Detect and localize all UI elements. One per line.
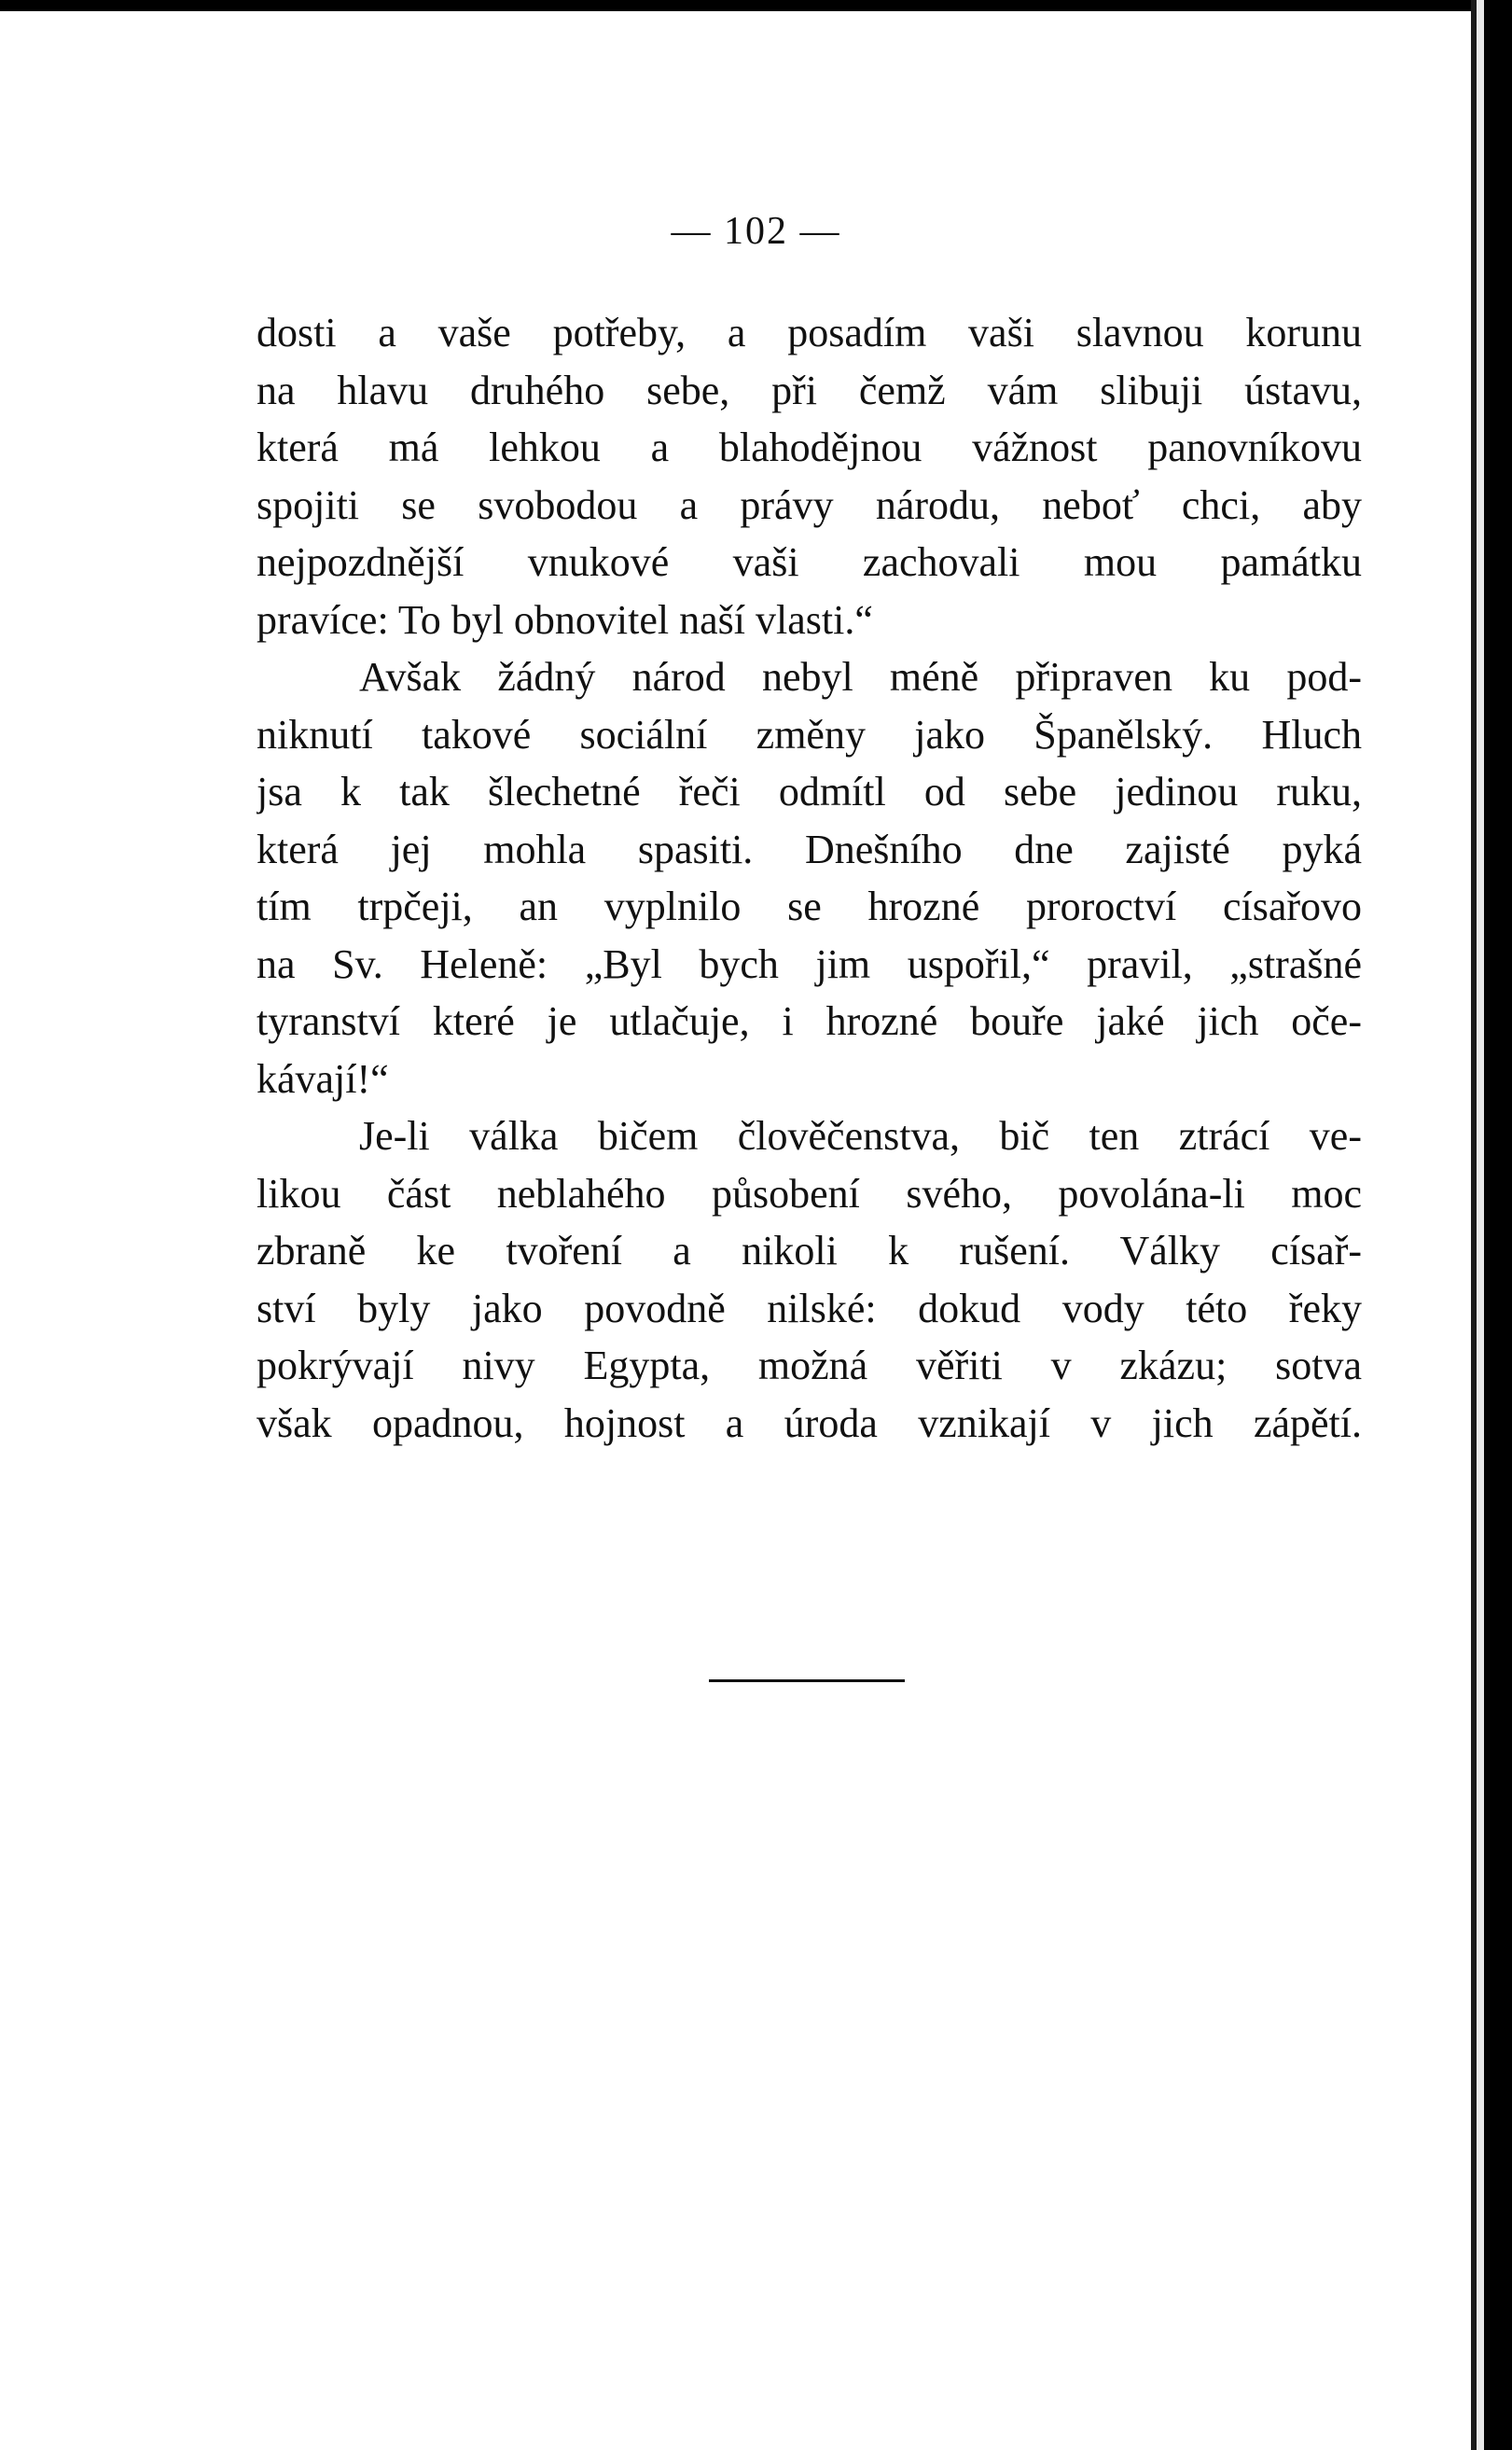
text-line: kávají!“ <box>257 1055 389 1102</box>
text-line: na Sv. Heleně: „Byl bych jim uspořil,“ pravil, „strašné <box>257 940 1362 987</box>
end-divider-rule <box>709 1679 905 1682</box>
text-line: tyranství které je utlačuje, i hrozné bouře jaké jich oče- <box>257 998 1362 1044</box>
text-line: pokrývají nivy Egypta, možná věřiti v zkázu; sotva <box>257 1343 1362 1388</box>
text-line: která má lehkou a blahodějnou vážnost panovníkovu <box>257 425 1362 470</box>
scan-border-top <box>0 0 1512 11</box>
page-number: — 102 — <box>671 210 841 253</box>
text-line: likou část neblahého působení svého, povolána-li moc <box>257 1170 1362 1217</box>
text-line: jsa k tak šlechetné řeči odmítl od sebe jedinou ruku, <box>257 769 1362 814</box>
scan-border-right <box>1484 0 1512 2450</box>
text-line: niknutí takové sociální změny jako Španělský. Hluch <box>257 711 1362 758</box>
scan-border-right-gap <box>1477 0 1484 2450</box>
text-line: však opadnou, hojnost a úroda vznikají v jich zápětí. <box>257 1399 1362 1446</box>
text-line: ství byly jako povodně nilské: dokud vody této řeky <box>257 1285 1362 1331</box>
text-line: která jej mohla spasiti. Dnešního dne zajisté pyká <box>257 826 1362 872</box>
text-line: tím trpčeji, an vyplnilo se hrozné proroctví císařovo <box>257 884 1362 929</box>
text-line: Je-li válka bičem člověčenstva, bič ten ztrácí ve- <box>359 1113 1362 1159</box>
text-line: pravíce: To byl obnovitel naší vlasti.“ <box>257 596 873 643</box>
text-line: zbraně ke tvoření a nikoli k rušení. Války císař- <box>257 1228 1362 1274</box>
text-line: Avšak žádný národ nebyl méně připraven ku pod- <box>359 654 1362 700</box>
text-line: dosti a vaše potřeby, a posadím vaši slavnou korunu <box>257 310 1362 355</box>
body-text <box>257 304 1362 1452</box>
text-line: nejpozdnější vnukové vaši zachovali mou památku <box>257 539 1362 585</box>
text-line: na hlavu druhého sebe, při čemž vám slibuji ústavu, <box>257 367 1362 413</box>
text-line: spojiti se svobodou a právy národu, neboť chci, aby <box>257 481 1362 528</box>
